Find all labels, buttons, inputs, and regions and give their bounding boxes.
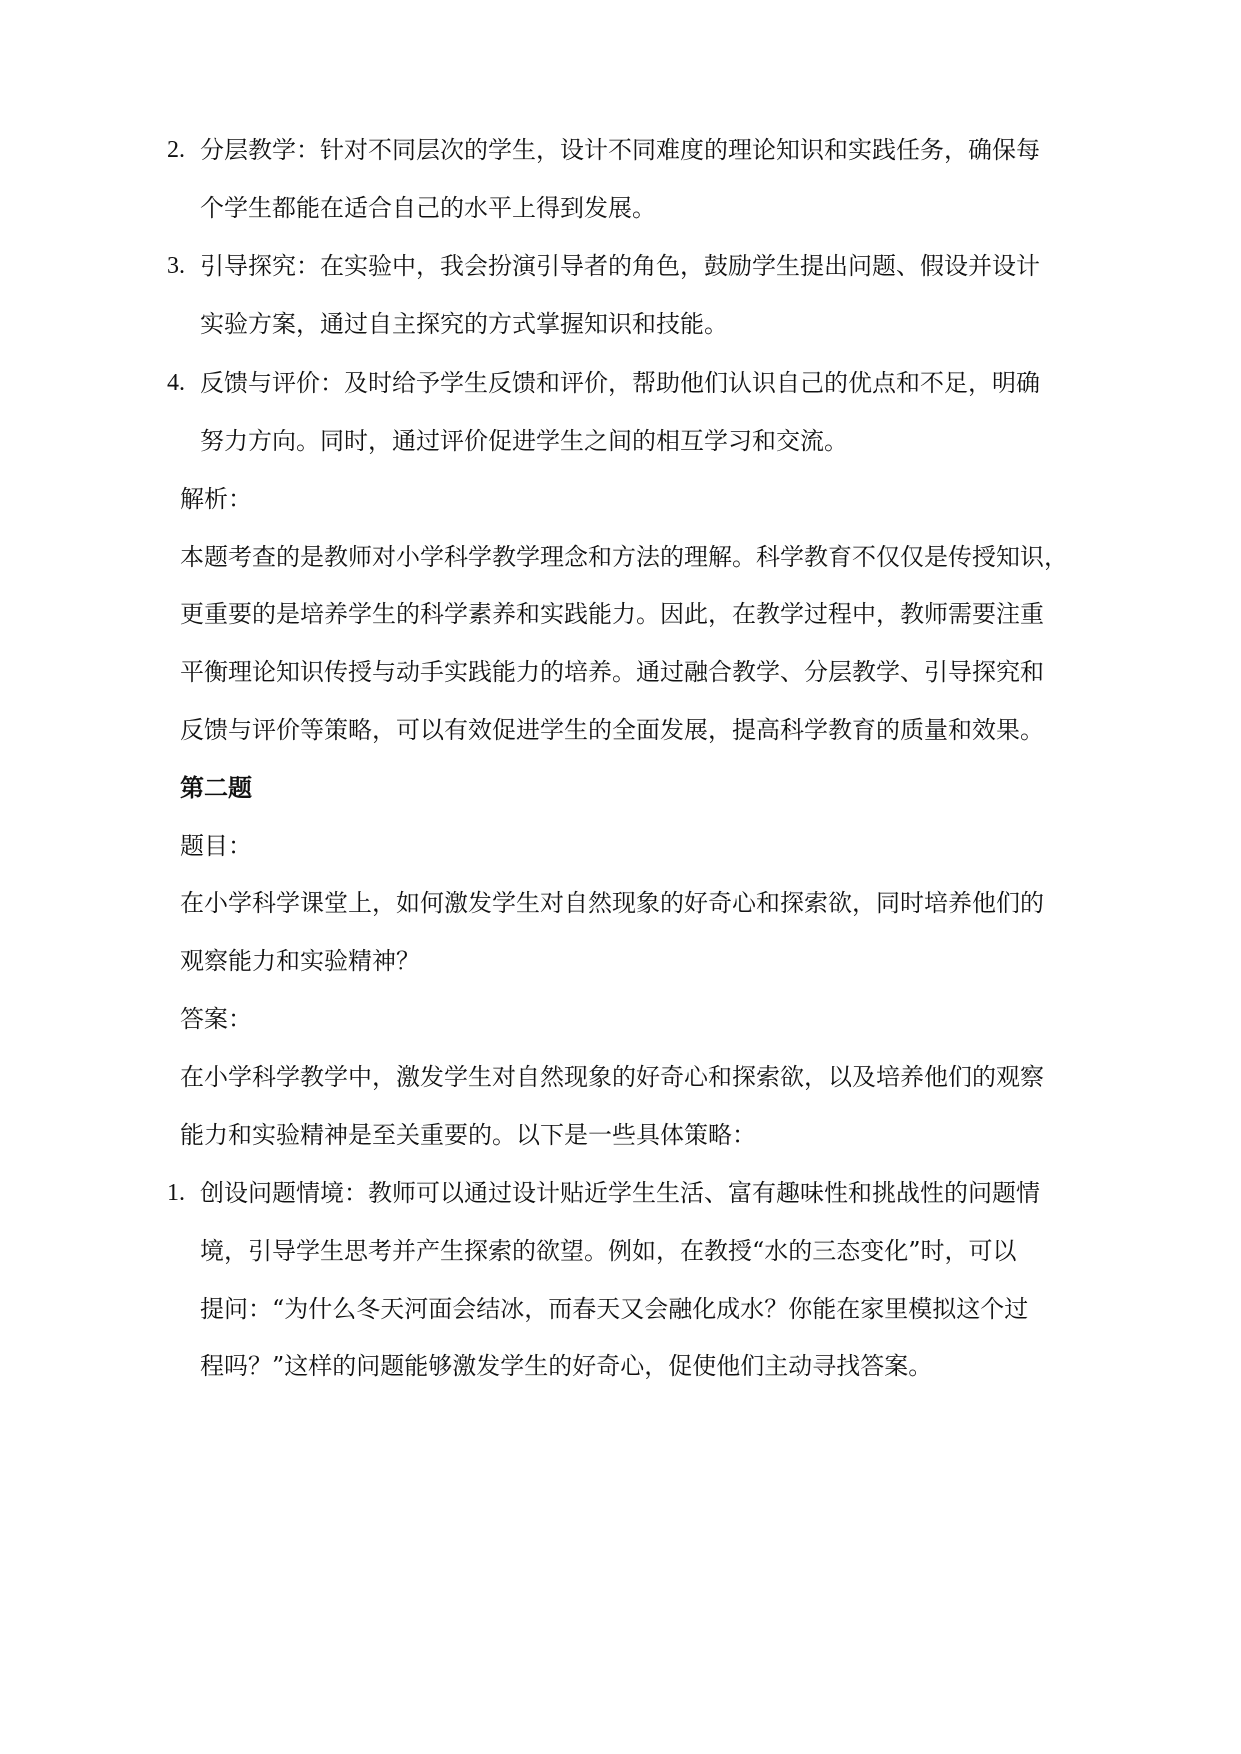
analysis-line: 本题考查的是教师对小学科学教学理念和方法的理解。科学教育不仅仅是传授知识， <box>180 543 1068 571</box>
question-line: 观察能力和实验精神？ <box>180 947 420 975</box>
list-number: 4. <box>167 370 185 396</box>
answer-line: 在小学科学教学中，激发学生对自然现象的好奇心和探索欲，以及培养他们的观察 <box>180 1063 1044 1091</box>
list-item-line: 反馈与评价：及时给予学生反馈和评价，帮助他们认识自己的优点和不足，明确 <box>200 369 1040 397</box>
list-item-line: 境，引导学生思考并产生探索的欲望。例如，在教授“水的三态变化”时，可以 <box>200 1237 1017 1265</box>
analysis-line: 反馈与评价等策略，可以有效促进学生的全面发展，提高科学教育的质量和效果。 <box>180 716 1044 744</box>
list-item-line: 个学生都能在适合自己的水平上得到发展。 <box>200 194 656 222</box>
answer-line: 能力和实验精神是至关重要的。以下是一些具体策略： <box>180 1121 756 1149</box>
analysis-line: 更重要的是培养学生的科学素养和实践能力。因此，在教学过程中，教师需要注重 <box>180 600 1044 628</box>
list-item-line: 实验方案，通过自主探究的方式掌握知识和技能。 <box>200 310 728 338</box>
list-item-line: 努力方向。同时，通过评价促进学生之间的相互学习和交流。 <box>200 427 848 455</box>
section-heading: 第二题 <box>180 773 252 802</box>
answer-label: 答案： <box>180 1005 252 1033</box>
list-number: 3. <box>167 253 185 279</box>
question-label: 题目： <box>180 832 252 860</box>
list-item-line: 创设问题情境：教师可以通过设计贴近学生生活、富有趣味性和挑战性的问题情 <box>200 1179 1040 1207</box>
analysis-line: 平衡理论知识传授与动手实践能力的培养。通过融合教学、分层教学、引导探究和 <box>180 658 1044 686</box>
list-item-line: 程吗？”这样的问题能够激发学生的好奇心，促使他们主动寻找答案。 <box>200 1352 933 1380</box>
list-number: 1. <box>167 1180 185 1206</box>
question-line: 在小学科学课堂上，如何激发学生对自然现象的好奇心和探索欲，同时培养他们的 <box>180 889 1044 917</box>
list-item-line: 引导探究：在实验中，我会扮演引导者的角色，鼓励学生提出问题、假设并设计 <box>200 252 1040 280</box>
analysis-label: 解析： <box>180 485 252 513</box>
list-item-line: 提问：“为什么冬天河面会结冰，而春天又会融化成水？你能在家里模拟这个过 <box>200 1295 1029 1323</box>
list-number: 2. <box>167 137 185 163</box>
list-item-line: 分层教学：针对不同层次的学生，设计不同难度的理论知识和实践任务，确保每 <box>200 136 1040 164</box>
